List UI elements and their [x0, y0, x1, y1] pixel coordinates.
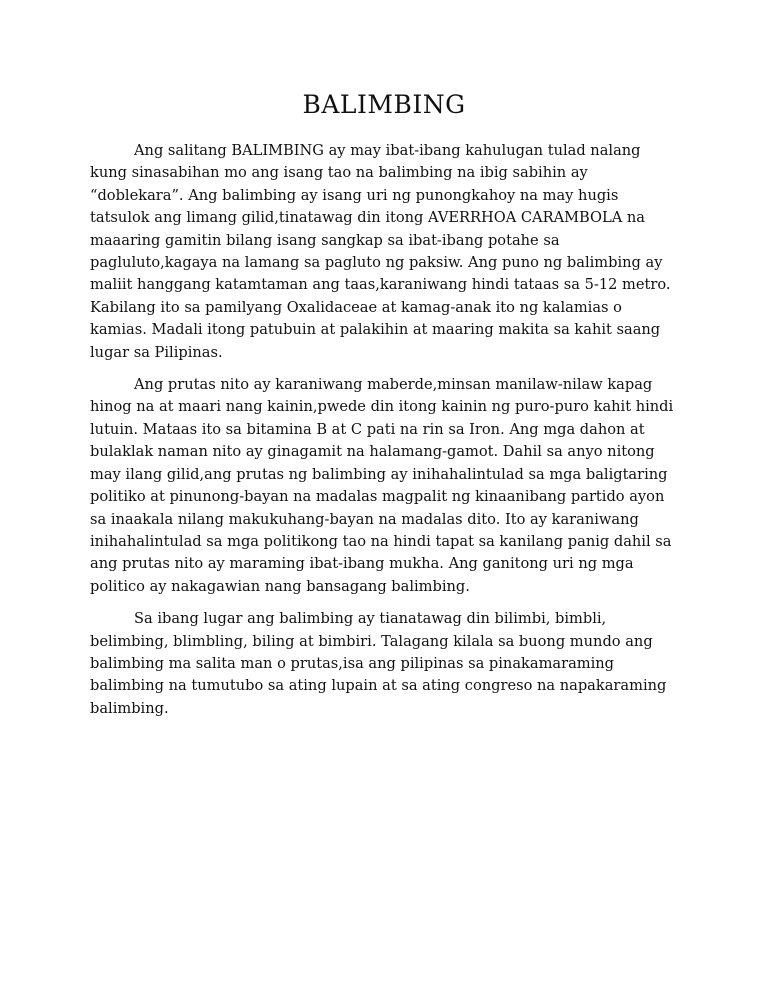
document-body	[90, 140, 680, 730]
paragraph-2: Ang prutas nito ay karaniwang maberde,minsan manilaw-nilaw kapag hinog na at maari nang kainin,pwede din itong kainin ng puro-puro kahit hindi lutuin. Mataas ito sa bitamina B at C pati na rin sa Iron. Ang mga dahon at bulaklak naman nito ay ginagamit na halamang-gamot. Dahil sa anyo nitong may ilang gilid,ang prutas ng balimbing ay inihahalintulad sa mga baligtaring politiko at pinunong-bayan na madalas magpalit ng kinaanibang partido ayon sa inaakala nilang makukuhang-bayan na madalas dito. Ito ay karaniwang inihahalintulad sa mga politikong tao na hindi tapat sa kanilang panig dahil sa ang prutas nito ay maraming ibat-ibang mukha. Ang ganitong uri ng mga politico ay nakagawian nang bansagang balimbing.	[90, 376, 674, 595]
paragraph-1: Ang salitang BALIMBING ay may ibat-ibang kahulugan tulad nalang kung sinasabihan mo ang isang tao na balimbing na ibig sabihin ay “doblekara”. Ang balimbing ay isang uri ng punongkahoy na may hugis tatsulok ang limang gilid,tinatawag din itong AVERRHOA CARAMBOLA na maaaring gamitin bilang isang sangkap sa ibat-ibang potahe sa pagluluto,kagaya na lamang sa pagluto ng paksiw. Ang puno ng balimbing ay maliit hanggang katamtaman ang taas,karaniwang hindi tataas sa 5-12 metro. Kabilang ito sa pamilyang Oxalidaceae at kamag-anak ito ng kalamias o kamias. Madali itong patubuin at palakihin at maaring makita sa kahit saang lugar sa Pilipinas.	[90, 142, 671, 361]
document-title: BALIMBING	[302, 90, 466, 119]
paragraph-3: Sa ibang lugar ang balimbing ay tianatawag din bilimbi, bimbli, belimbing, blimbling, biling at bimbiri. Talagang kilala sa buong mundo ang balimbing ma salita man o prutas,isa ang pilipinas sa pinakamaraming balimbing na tumutubo sa ating lupain at sa ating congreso na napakaraming balimbing.	[90, 610, 667, 717]
